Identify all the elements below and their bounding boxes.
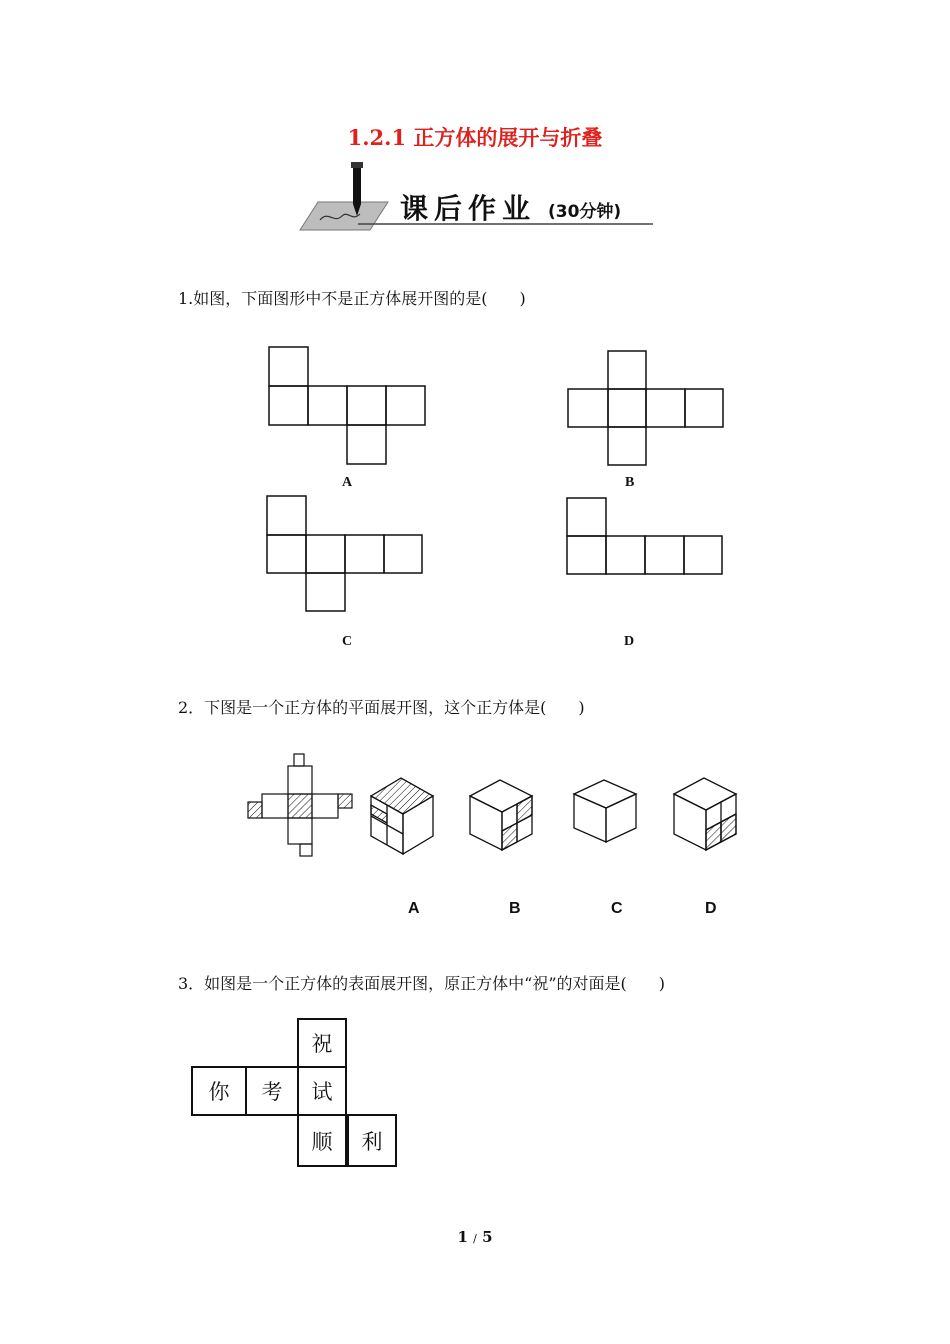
q2-label-c: C: [611, 900, 623, 917]
question-3-text: 3．如图是一个正方体的表面展开图，原正方体中“祝”的对面是( ): [178, 974, 666, 993]
q1-label-d: D: [624, 634, 635, 649]
q1-label-c: C: [342, 634, 353, 649]
net-cell-kao: 考: [245, 1066, 299, 1116]
homework-banner-time: (30分钟): [548, 202, 622, 222]
q1-label-a: A: [342, 475, 353, 490]
q2-label-d: D: [705, 900, 717, 917]
page-title: 1.2.1 正方体的展开与折叠: [347, 125, 603, 150]
q2-cube-d: [672, 776, 738, 854]
homework-banner-heading: 课后作业: [400, 192, 537, 225]
q1-net-a: [268, 346, 428, 468]
question-1-text: 1.如图，下面图形中不是正方体展开图的是( ): [178, 289, 526, 308]
page-current: 1: [457, 1228, 468, 1246]
q2-cube-c: [572, 778, 638, 844]
net-cell-shun: 顺: [297, 1114, 347, 1167]
net-cell-shi: 试: [297, 1066, 347, 1116]
q1-net-d: [566, 497, 726, 579]
q1-label-b: B: [625, 475, 635, 490]
q2-cube-net: [244, 752, 360, 862]
net-cell-zhu: 祝: [297, 1018, 347, 1068]
page-separator: /: [473, 1232, 477, 1245]
question-2-text: 2．下图是一个正方体的平面展开图，这个正方体是( ): [178, 698, 585, 717]
net-cell-ni: 你: [191, 1066, 247, 1116]
q2-cube-a: [369, 776, 435, 856]
q2-cube-b: [468, 778, 534, 852]
q1-net-c: [266, 495, 426, 615]
q2-label-b: B: [509, 900, 521, 917]
page-number: [0, 1228, 950, 1246]
q2-label-a: A: [408, 900, 420, 917]
net-cell-li: 利: [347, 1114, 397, 1167]
page-total: 5: [482, 1228, 493, 1246]
q1-net-b: [567, 350, 727, 470]
